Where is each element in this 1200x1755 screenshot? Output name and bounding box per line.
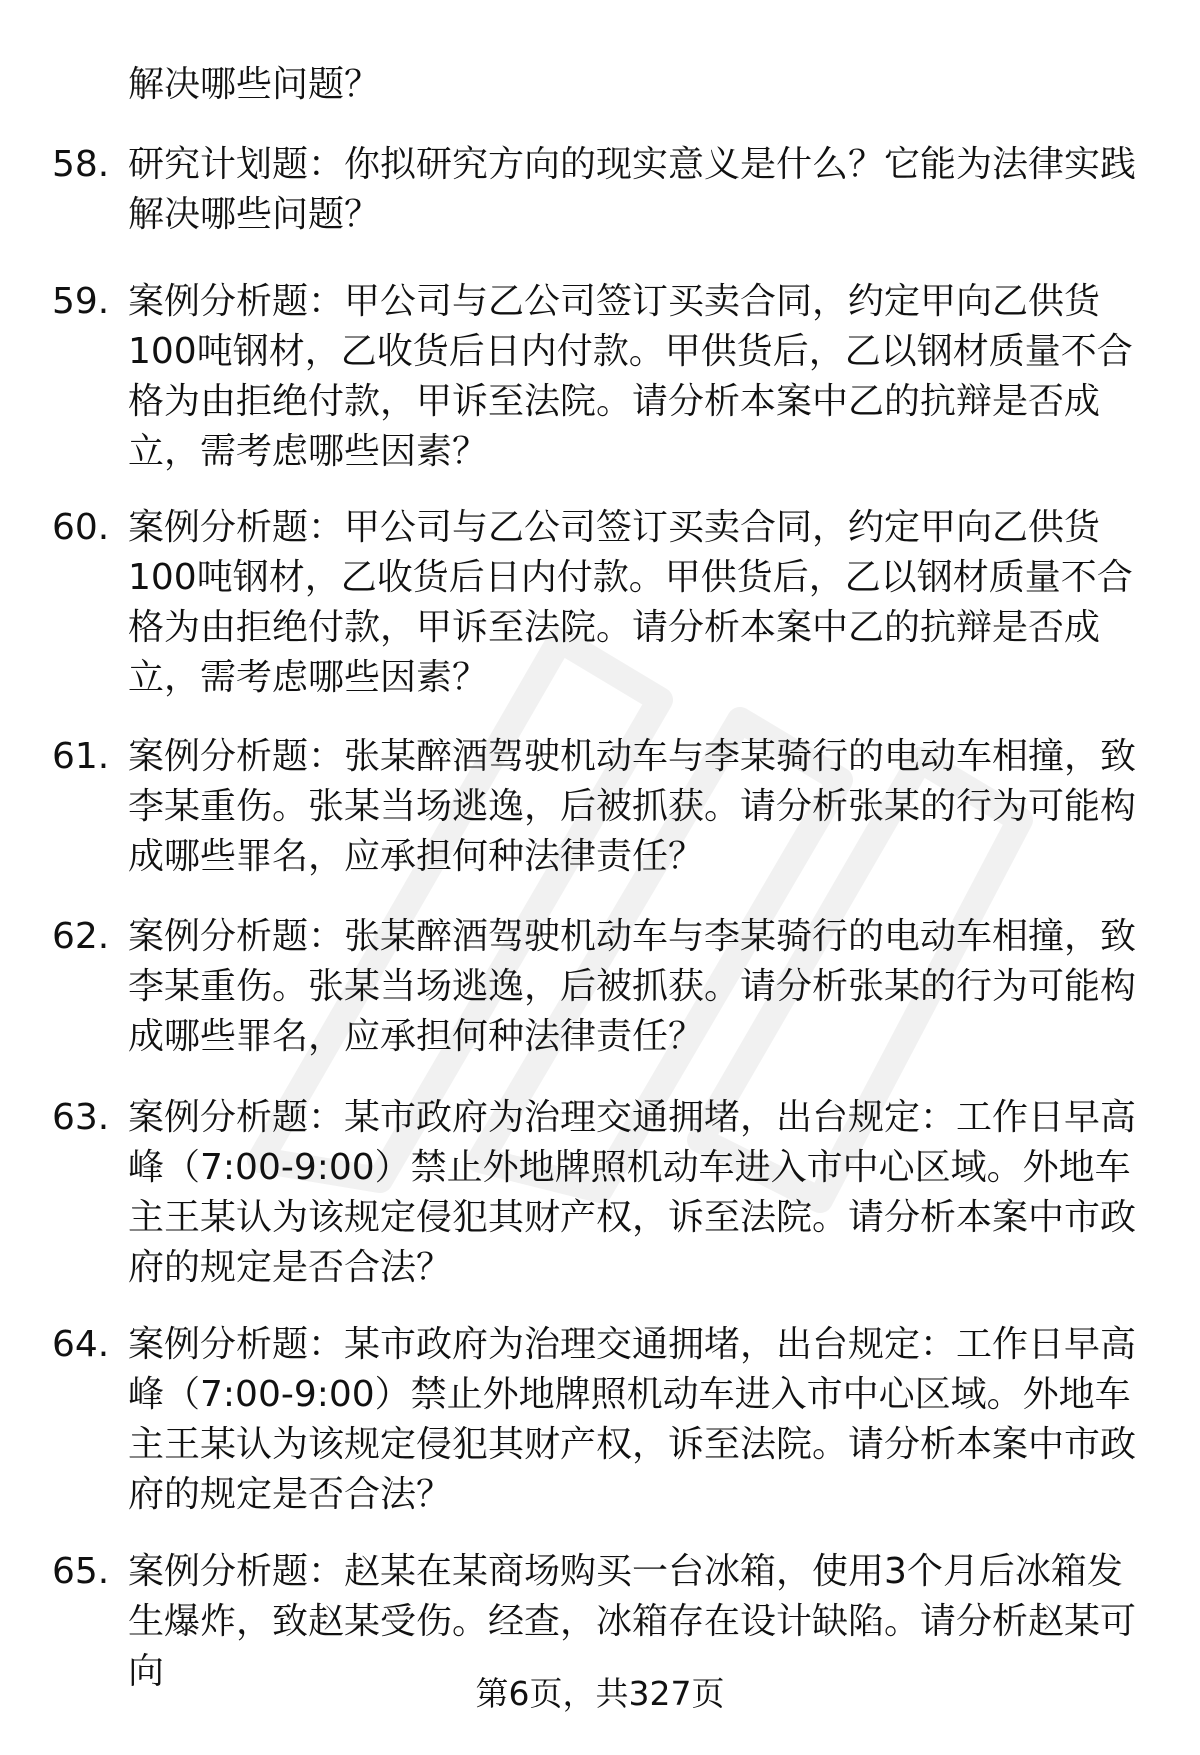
item-number: 59.	[52, 281, 110, 322]
item-text: 案例分析题：赵某在某商场购买一台冰箱，使用3个月后冰箱发生爆炸，致赵某受伤。经查，冰箱存在设计缺陷。请分析赵某可向	[128, 1551, 1137, 1692]
item-text: 案例分析题：张某醉酒驾驶机动车与李某骑行的电动车相撞，致李某重伤。张某当场逃逸，后被抓获。请分析张某的行为可能构成哪些罪名，应承担何种法律责任？	[128, 736, 1137, 877]
item-number: 61.	[52, 736, 110, 777]
item-number: 60.	[52, 507, 110, 548]
item-number: 58.	[52, 144, 110, 185]
item-number: 62.	[52, 916, 110, 957]
item-text: 案例分析题：甲公司与乙公司签订买卖合同，约定甲向乙供货100吨钢材，乙收货后日内付款。甲供货后，乙以钢材质量不合格为由拒绝付款，甲诉至法院。请分析本案中乙的抗辩是否成立，需考虑哪些因素？	[128, 281, 1133, 472]
item-text: 案例分析题：某市政府为治理交通拥堵，出台规定：工作日早高峰（7:00-9:00）禁止外地牌照机动车进入市中心区域。外地车主王某认为该规定侵犯其财产权，诉至法院。请分析本案中市政府的规定是否合法？	[128, 1097, 1137, 1288]
page-footer: 第6页，共327页	[475, 1674, 725, 1713]
item-text: 案例分析题：某市政府为治理交通拥堵，出台规定：工作日早高峰（7:00-9:00）禁止外地牌照机动车进入市中心区域。外地车主王某认为该规定侵犯其财产权，诉至法院。请分析本案中市政府的规定是否合法？	[128, 1324, 1137, 1515]
item-number: 65.	[52, 1551, 110, 1592]
item-text: 案例分析题：甲公司与乙公司签订买卖合同，约定甲向乙供货100吨钢材，乙收货后日内付款。甲供货后，乙以钢材质量不合格为由拒绝付款，甲诉至法院。请分析本案中乙的抗辩是否成立，需考虑哪些因素？	[128, 507, 1133, 698]
item-number: 64.	[52, 1324, 110, 1365]
item-text: 研究计划题：你拟研究方向的现实意义是什么？它能为法律实践解决哪些问题？	[128, 144, 1137, 235]
continuation-text: 解决哪些问题？	[128, 64, 381, 105]
item-number: 63.	[52, 1097, 110, 1138]
item-text: 案例分析题：张某醉酒驾驶机动车与李某骑行的电动车相撞，致李某重伤。张某当场逃逸，后被抓获。请分析张某的行为可能构成哪些罪名，应承担何种法律责任？	[128, 916, 1137, 1057]
